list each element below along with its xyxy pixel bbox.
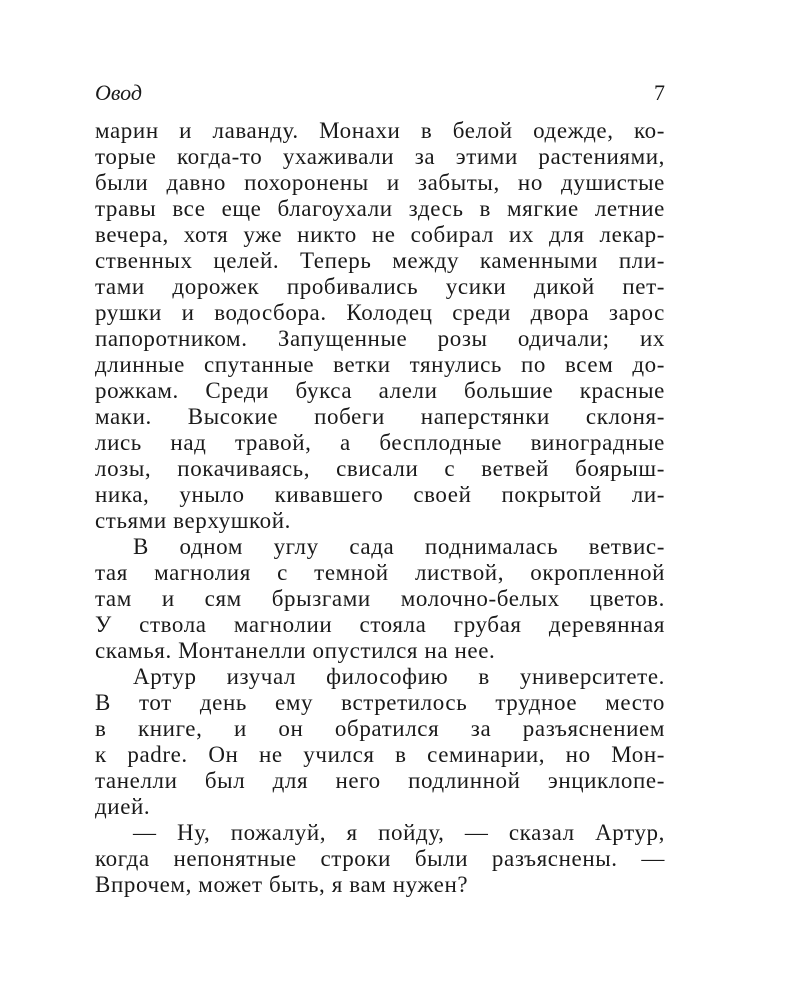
text-line: были давно похоронены и забыты, но душистые bbox=[95, 170, 665, 195]
running-head bbox=[95, 78, 665, 108]
text-line: длинные спутанные ветки тянулись по всем до- bbox=[95, 352, 665, 377]
text-line: тая магнолия с темной листвой, окропленной bbox=[95, 560, 665, 585]
text-line: лись над травой, а бесплодные виноградные bbox=[95, 430, 665, 455]
text-line: когда непонятные строки были разъяснены. — bbox=[95, 846, 665, 871]
text-line: Артур изучал философию в университете. bbox=[133, 664, 665, 689]
book-title: Овод bbox=[95, 80, 142, 105]
text-line: в книге, и он обратился за разъяснением bbox=[95, 716, 665, 741]
body-text bbox=[95, 118, 665, 898]
text-line: маки. Высокие побеги наперстянки склоня- bbox=[95, 404, 665, 429]
text-line: папоротником. Запущенные розы одичали; их bbox=[95, 326, 665, 351]
text-line: У ствола магнолии стояла грубая деревянная bbox=[95, 612, 665, 637]
text-line: дией. bbox=[95, 794, 151, 819]
text-line: скамья. Монтанелли опустился на нее. bbox=[95, 638, 496, 663]
text-line: В тот день ему встретилось трудное место bbox=[95, 690, 665, 715]
text-line: В одном углу сада поднималась ветвис- bbox=[133, 534, 665, 559]
text-line: торые когда-то ухаживали за этими растениями, bbox=[95, 144, 665, 169]
text-line: к padre. Он не учился в семинарии, но Мон- bbox=[95, 742, 665, 767]
text-line: рушки и водосбора. Колодец среди двора зарос bbox=[95, 300, 665, 325]
text-line: Впрочем, может быть, я вам нужен? bbox=[95, 872, 469, 897]
text-line: ственных целей. Теперь между каменными пли- bbox=[95, 248, 665, 273]
text-line: тами дорожек пробивались усики дикой пет- bbox=[95, 274, 665, 299]
text-line: стьями верхушкой. bbox=[95, 508, 291, 533]
text-line: рожкам. Среди букса алели большие красные bbox=[95, 378, 665, 403]
text-line: танелли был для него подлинной энциклопе- bbox=[95, 768, 665, 793]
text-line: травы все еще благоухали здесь в мягкие летние bbox=[95, 196, 665, 221]
text-line: — Ну, пожалуй, я пойду, — сказал Артур, bbox=[133, 820, 665, 845]
text-line: там и сям брызгами молочно-белых цветов. bbox=[95, 586, 665, 611]
page-number: 7 bbox=[654, 80, 665, 105]
text-line: ника, уныло кивавшего своей покрытой ли- bbox=[95, 482, 665, 507]
text-line: вечера, хотя уже никто не собирал их для лекар- bbox=[95, 222, 665, 247]
text-line: марин и лаванду. Монахи в белой одежде, ко- bbox=[95, 118, 665, 143]
text-line: лозы, покачиваясь, свисали с ветвей боярыш- bbox=[95, 456, 665, 481]
